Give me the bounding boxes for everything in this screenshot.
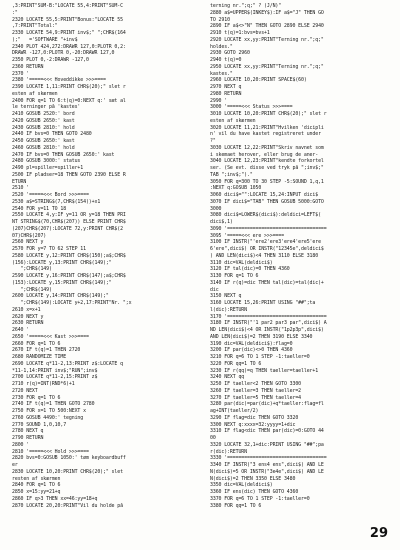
right-code-line: 3200 IF par(dic)<>0 THEN 4360 xyxy=(210,347,293,354)
left-code-line: 2820 bvs=0:GOSUB 1050:' tøm keyboardbuff xyxy=(12,455,126,462)
right-code-line: 3000 '=====<<< Status >>>==== xyxy=(210,104,293,111)
right-code-line: N(dici$)=5 OR INSTR("3e4e",dici$) AND LE xyxy=(210,468,324,475)
right-code-line: 3090 '=================================== xyxy=(210,225,327,232)
left-code-line: 2320 LOCATE 55,5:PRINT"Bonus:"LOCATE 55 xyxy=(12,16,123,23)
right-code-line: n' vil du have kastet registreret under xyxy=(210,131,321,138)
left-code-line: 2580 LOCATE y,12:PRINT CHR$(150);a$;CHR$ xyxy=(12,252,126,259)
left-code-line: ,3:PRINT"SUM-B:"LOCATE 55,4:PRINT"SUM-C xyxy=(12,3,123,9)
right-code-line: holdes." xyxy=(210,43,233,50)
left-code-line: 2830 LOCATE 10,20:PRINT CHR$(20);" slet xyxy=(12,468,123,475)
right-code-line: 3040 LOCATE 12,23:PRINT"kendte forkortel xyxy=(210,158,324,165)
right-code-line: 3290 IF flag=dic THEN GOTO 3320 xyxy=(210,414,299,421)
right-code-line: TO 2910 xyxy=(210,16,230,23)
left-code-line: 2510 ' xyxy=(12,185,30,192)
right-code-line: 3380 FOR qq=1 TO 6 xyxy=(210,502,262,509)
right-code-line: 3110 dic=VAL(deldici$) xyxy=(210,259,273,266)
left-code-line: 2550 LOCATE 4,y:IF y=11 OR y=18 THEN PRI xyxy=(12,212,126,219)
left-code-line: 2400 FOR q=1 TO 6:t(q)=0:NEXT q:' sæt al xyxy=(12,97,126,104)
right-code-line: 3030 LOCATE 12,22:PRINT"Skriv navnet som xyxy=(210,144,324,151)
right-code-line: 2880 a$=UPPER$(INKEY$):IF a$="J" THEN GO xyxy=(210,9,324,16)
left-code-line: (153):LOCATE y,15:PRINT CHR$(149);" xyxy=(12,279,112,286)
right-code-line: 6'ere",dici$) OR INSTR("12345e",deldici$ xyxy=(210,246,324,252)
right-code-line: 3100 IF INSTR("'ere2'ere3'ere4'ere5'ere xyxy=(210,239,321,246)
left-code-line: 2700 LOCATE q*11-2,15:PRINT z$ xyxy=(12,374,98,381)
right-code-line: 3120 IF tal(dic)=0 THEN 4360 xyxy=(210,266,290,273)
left-code-line: 2730 FOR q=1 TO 6 xyxy=(12,394,61,401)
left-code-line: 2430 GOSUB 2810:' hold xyxy=(12,124,75,131)
left-code-line: :" xyxy=(12,9,18,16)
right-code-line: 3160 LOCATE 15,26:PRINT USING "##";ta xyxy=(210,300,316,306)
right-code-line: 3170 '=================================== xyxy=(210,313,327,320)
right-code-line: 2980 RETURN xyxy=(210,90,242,97)
right-code-line: 3240 NEXT qq xyxy=(210,374,245,381)
left-code-line: ";CHR$(149) xyxy=(12,286,52,293)
right-code-line: 2990 ' xyxy=(210,97,228,104)
right-code-line: N(dici$)=2 THEN 3350 ELSE 3480 xyxy=(210,475,296,482)
right-code-line: 3010 LOCATE 10,20:PRINT CHR$(20);" slet r xyxy=(210,111,327,117)
left-code-line: 2740 IF t(q)=1 THEN GOTO 2780 xyxy=(12,401,95,408)
right-code-line: dici$,1) xyxy=(210,219,233,225)
left-code-line: 2380 '=====<<< Hoveddikke >>>==== xyxy=(12,77,106,84)
left-code-line: 2590 LOCATE y,16:PRINT CHR$(147);a$;CHR$ xyxy=(12,273,126,279)
left-code-line: 2650 '=====<<< Kast >>>==== xyxy=(12,333,89,340)
left-code-line: 2570 FOR y=7 TO 62 STEP 11 xyxy=(12,246,86,252)
right-code-line: 3050 FOR q=300 TO 30 STEP -5:SOUND 1,q,1 xyxy=(210,178,324,185)
right-code-line: ser. (Se evt. disse ved tryk på ";inv$;" xyxy=(210,165,324,171)
right-code-line: 3190 dic=VAL(deldici$):flag=0 xyxy=(210,340,293,347)
right-code-line: 2930 GOTO 2960 xyxy=(210,50,250,57)
right-code-line: 3020 LOCATE 11,21:PRINT"Hvilken 'dicipli xyxy=(210,124,324,131)
left-code-line: 2670 IF t(q)=1 THEN 2720 xyxy=(12,347,81,354)
right-code-line: 3340 IF INSTR("3 ens4 ens",dici$) AND LE xyxy=(210,462,324,468)
left-code-line: 2760 GOSUB 4490:' tegning xyxy=(12,414,84,421)
left-code-line: 2750 FOR x=1 TO 500:NEXT x xyxy=(12,408,86,414)
left-code-line: le terninger på 'kastes' xyxy=(12,104,81,111)
left-code-line: 07)CHR$(207) xyxy=(12,232,47,239)
left-code-line: 2810 '=====<<< Hold >>>==== xyxy=(12,448,89,455)
right-code-line: ) AND LEN(dici$)<4 THEN 3110 ELSE 3180 xyxy=(210,252,319,259)
right-code-line: ND LEN(dici$)<4 OR INSTR("1p2p3p",dici$) xyxy=(210,327,324,333)
right-code-line: 3140 IF r(q)=dic THEN tal(dic)=tal(dic)+ xyxy=(210,279,324,286)
left-code-line: 2360 RETURN xyxy=(12,63,44,70)
left-code-line: 2520 '=====<<< Bord >>>==== xyxy=(12,192,89,198)
right-code-line: ag+INT(taeller/2) xyxy=(210,408,259,414)
left-code-line: 2780 NEXT q xyxy=(12,428,44,435)
left-code-column xyxy=(12,3,200,509)
right-code-line: 3250 IF taeller<2 THEN GOTO 3300 xyxy=(210,381,302,387)
right-code-line: l(dic):RETURN xyxy=(210,306,247,313)
left-code-line: 2860 IF q>3 THEN xx=46:yy=18+q xyxy=(12,495,98,502)
left-code-line: 2340 PLOT 424,272:DRAWR 127,0:PLOTR 0,2: xyxy=(12,43,126,50)
left-code-line: 2720 NEXT xyxy=(12,387,38,394)
right-code-line: 2910 t(q)=1:bvs=bvs+1 xyxy=(210,30,270,36)
right-code-line: 3070 IF dici$="TAB" THEN GOSUB 5000:GOTO xyxy=(210,198,324,205)
left-code-line: 2420 GOSUB 2650:' kast xyxy=(12,117,75,124)
right-code-line: 2960 LOCATE 10,20:PRINT SPACE$(60) xyxy=(210,77,307,84)
left-code-line: 2850 x=15:yy=21+q xyxy=(12,489,61,495)
left-code-line: 2840 FOR q=1 TO 6 xyxy=(12,482,61,489)
right-code-line: 2890 IF a$<>"N" THEN GOTO 2890 ELSE 2940 xyxy=(210,23,324,30)
left-code-line: 2480 GOSUB 3000:' status xyxy=(12,158,81,165)
left-code-line: 2440 IF bvs=0 THEN GOTO 2480 xyxy=(12,131,92,138)
right-code-line: 3280 par(dic)=par(dic)+q*taeller:flag=fl xyxy=(210,401,324,408)
left-code-line: 2790 RETURN xyxy=(12,435,44,441)
left-code-line: 2500 IF pladser=18 THEN GOTO 2390 ELSE R xyxy=(12,171,126,178)
right-code-line: 2920 LOCATE xx,yy:PRINT"Terning nr.";q;" xyxy=(210,36,324,43)
left-code-line: 2370 ' xyxy=(12,70,30,77)
left-code-line: ";CHR$(149):LOCATE y+2,17:PRINT"Nr. ";x xyxy=(12,300,132,306)
right-code-line: r(dic):RETURN xyxy=(210,448,247,455)
right-code-line: 3310 IF flag<dic THEN par(dic)=0:GOTO 44 xyxy=(210,428,324,435)
left-code-line: 2450 GOSUB 2650:' kast xyxy=(12,138,75,144)
right-code-line: 3180 IF INSTR("'1 par2 par3 par",dici$) A xyxy=(210,320,327,327)
left-code-line: 2800 ' xyxy=(12,441,30,448)
right-code-line: 3130 FOR q=1 TO 6 xyxy=(210,273,259,279)
right-code-line: 3350 dic=VAL(deldici$) xyxy=(210,482,273,489)
right-code-line: 3360 IF ens(dic) THEN GOTO 4360 xyxy=(210,489,299,495)
right-code-line: TAB ";inv$;")." xyxy=(210,171,253,178)
left-code-line: DRAWR -127,0:PLOTR 0,-20:DRAWR 127,0 xyxy=(12,50,115,57)
page-number: 29 xyxy=(369,526,388,541)
left-code-line: 2540 FOR y=11 TO 18 xyxy=(12,205,67,212)
right-code-line: 2940 t(q)=0 xyxy=(210,57,242,63)
left-code-line: 2390 LOCATE 1,11:PRINT CHR$(20);" slet r xyxy=(12,84,126,90)
right-code-line: 3095 '=====<<< ere >>>==== xyxy=(210,232,284,239)
left-code-line: 2470 IF bvs=0 THEN GOSUB 2650:' kast xyxy=(12,151,115,158)
left-code-line: ,7:PRINT"Total:" xyxy=(12,23,58,30)
right-code-line: 3000 xyxy=(210,205,222,212)
right-code-line: 3230 IF r(qq)=q THEN taeller=taeller+1 xyxy=(210,367,319,374)
right-code-line: 2970 NEXT q xyxy=(210,84,242,90)
left-code-line: 2770 SOUND 1,0,10,7 xyxy=(12,421,67,428)
right-code-line: 3320 LOCATE 32,1+dic:PRINT USING "##";pa xyxy=(210,441,324,448)
left-code-line: 2330 LOCATE 54,9:PRINT inv$;" ";CHR$(164 xyxy=(12,30,126,36)
left-code-line: ";CHR$(149) xyxy=(12,266,52,273)
left-code-line: resten af skærmen xyxy=(12,475,61,482)
left-code-line: NT STRING$(70,CHR$(207)) ELSE PRINT CHR$ xyxy=(12,219,126,225)
right-code-line: ?" xyxy=(210,138,216,144)
right-code-line: AND LEN(dici$)=2 THEN 3190 ELSE 3340 xyxy=(210,333,313,340)
left-code-line: 2640 ' xyxy=(12,327,30,333)
left-code-line: 2350 PLOT 0,-2:DRAWR -127,0 xyxy=(12,57,89,63)
left-code-line: 2490 pl=spiller=spiller+1 xyxy=(12,165,84,171)
right-code-column xyxy=(210,3,392,509)
left-code-line: 2610 x=x+1 xyxy=(12,306,41,313)
right-code-line: kastes." xyxy=(210,70,233,77)
right-code-line: :NEXT q:GOSUB 1050 xyxy=(210,185,262,192)
right-code-line: 3300 NEXT q:xxxx=32:yyyy=1+dic xyxy=(210,421,296,428)
right-code-line: terning nr.";q;" ? (J/N)" xyxy=(210,3,282,9)
left-code-line: (156):LOCATE y,13:PRINT CHR$(149);" xyxy=(12,259,112,266)
left-code-line: 2870 LOCATE 20,20:PRINT"Vil du holde på xyxy=(12,502,123,509)
left-code-line: esten af skærmen xyxy=(12,90,58,97)
left-code-line: 2600 LOCATE y,14:PRINT CHR$(149);" xyxy=(12,293,109,300)
right-code-line: i skemaet herover, eller brug de aner- xyxy=(210,151,319,158)
right-code-line: 3260 IF taeller=3 THEN taeller=2 xyxy=(210,387,302,394)
right-code-line: 3150 NEXT q xyxy=(210,293,242,300)
right-code-line: 3220 FOR qq=1 TO 6 xyxy=(210,360,262,367)
left-code-line: 2560 NEXT y xyxy=(12,239,44,246)
left-code-line: er xyxy=(12,462,18,468)
right-code-line: 3330 '=================================== xyxy=(210,455,327,462)
left-code-line: 2460 GOSUB 2810:' hold xyxy=(12,144,75,151)
left-code-line: 2680 RANDOMIZE TIME xyxy=(12,354,67,360)
left-code-line: 2660 FOR q=1 TO 6 xyxy=(12,340,61,347)
left-code-line: 2690 LOCATE q*11-2,13:PRINT z$:LOCATE q xyxy=(12,360,123,367)
left-code-line: *11-1,14:PRINT inv$;"RUN";inv$ xyxy=(12,367,98,374)
right-code-line: 3060 dici$="":LOCATE 15,24:INPUT dici$ xyxy=(210,192,319,198)
right-code-line: 3080 dici$=LOWER$(dici$):deldici=LEFT$( xyxy=(210,212,321,219)
right-code-line: esten af skærmen xyxy=(210,117,256,124)
right-code-line: dic xyxy=(210,286,219,293)
right-code-line: 3210 FOR q=6 TO 1 STEP -1:taeller=0 xyxy=(210,354,310,360)
left-code-line: 2710 r(q)=INT(RND*6)+1 xyxy=(12,381,75,387)
right-code-line: 3370 FOR q=6 TO 1 STEP -1:taeller=0 xyxy=(210,495,310,502)
left-code-line: 2620 NEXT y xyxy=(12,313,44,320)
left-code-line: 2410 GOSUB 2520:' bord xyxy=(12,111,75,117)
left-code-line: );" ='SOFTWARE "+inv$ xyxy=(12,36,78,43)
left-code-line: 2630 RETURN xyxy=(12,320,44,327)
left-code-line: (207)CHR$(207):LOCATE 72,y:PRINT CHR$(2 xyxy=(12,225,123,232)
left-code-line: ETURN xyxy=(12,178,27,185)
right-code-line: 3270 IF taeller=5 THEN taeller=4 xyxy=(210,394,302,401)
right-code-line: 00 xyxy=(210,435,216,441)
left-code-line: 2530 a$=STRING$(7,CHR$(154))+x1 xyxy=(12,198,101,205)
right-code-line: 2950 LOCATE xx,yy:PRINT"Terning nr.";q;" xyxy=(210,63,324,70)
